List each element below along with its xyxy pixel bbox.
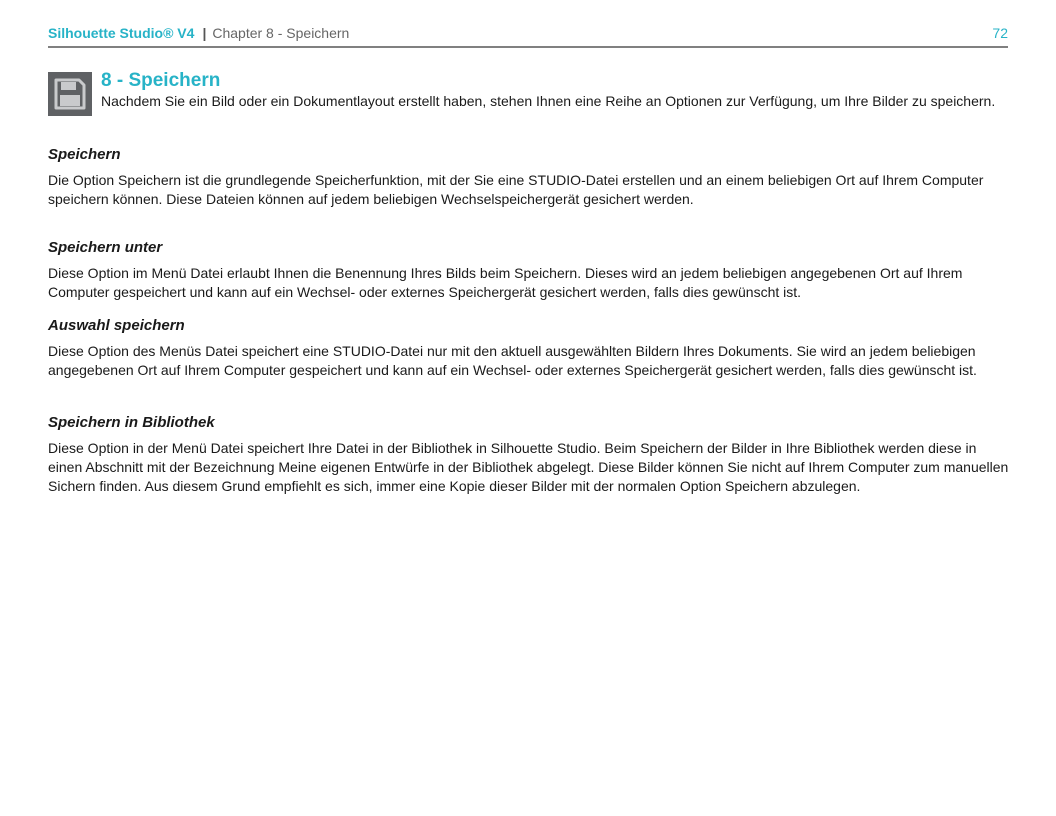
section-heading: Auswahl speichern: [48, 317, 185, 334]
section-text: Diese Option des Menüs Datei speichert eine STUDIO-Datei nur mit den aktuell ausgewählten Bildern Ihres Dokuments. Sie wird an jedem beliebigen angegebenen Ort auf Ihrem Computer gespeichert und kann auf ein Wechsel- oder externes Speichergerät gesichert werden, falls dies gewünscht ist.: [48, 343, 977, 378]
section-text: Die Option Speichern ist die grundlegende Speicherfunktion, mit der Sie eine STUDIO-Datei erstellen und an einem beliebigen Ort auf Ihrem Computer speichern können. Diese Dateien können auf jedem beliebigen Wechselspeichergerät gesichert werden.: [48, 172, 984, 207]
section-text: Diese Option im Menü Datei erlaubt Ihnen die Benennung Ihres Bilds beim Speichern. Dieses wird an jedem beliebigen angegebenen Ort auf Ihrem Computer gespeichert und kann auf ein Wechsel- oder externes Speichergerät gesichert werden, falls dies gewünscht ist.: [48, 265, 963, 300]
chapter-heading: 8 - Speichern: [101, 70, 221, 91]
section-auswahl-speichern: [48, 316, 1010, 380]
section-heading: Speichern unter: [48, 239, 163, 256]
header-separator: |: [202, 25, 207, 41]
brand-name: Silhouette Studio® V4: [48, 25, 195, 41]
page-header: [48, 24, 1008, 46]
intro-block: [101, 70, 1001, 111]
section-heading: Speichern in Bibliothek: [48, 414, 215, 431]
section-speichern-unter: [48, 238, 1010, 302]
section-text: Diese Option in der Menü Datei speichert Ihre Datei in der Bibliothek in Silhouette Studio. Beim Speichern der Bilder in Ihre Bibliothek werden diese in einen Abschnitt mit der Bezeichnung Meine eigenen Entwürfe in der Bibliothek abgelegt. Diese Bilder können Sie nicht auf Ihrem Computer zum manuellen Sichern finden. Aus diesem Grund empfiehlt es sich, immer eine Kopie dieser Bilder mit der normalen Option Speichern abzulegen.: [48, 440, 1009, 494]
section-heading: Speichern: [48, 146, 121, 163]
header-divider: [48, 46, 1008, 48]
page-number: 72: [992, 25, 1008, 41]
floppy-disk-icon: [48, 72, 92, 116]
section-speichern: [48, 145, 1010, 209]
section-speichern-in-bibliothek: [48, 413, 1010, 496]
chapter-title: Chapter 8 - Speichern: [212, 25, 350, 41]
intro-text: Nachdem Sie ein Bild oder ein Dokumentlayout erstellt haben, stehen Ihnen eine Reihe an Optionen zur Verfügung, um Ihre Bilder zu speichern.: [101, 93, 996, 109]
